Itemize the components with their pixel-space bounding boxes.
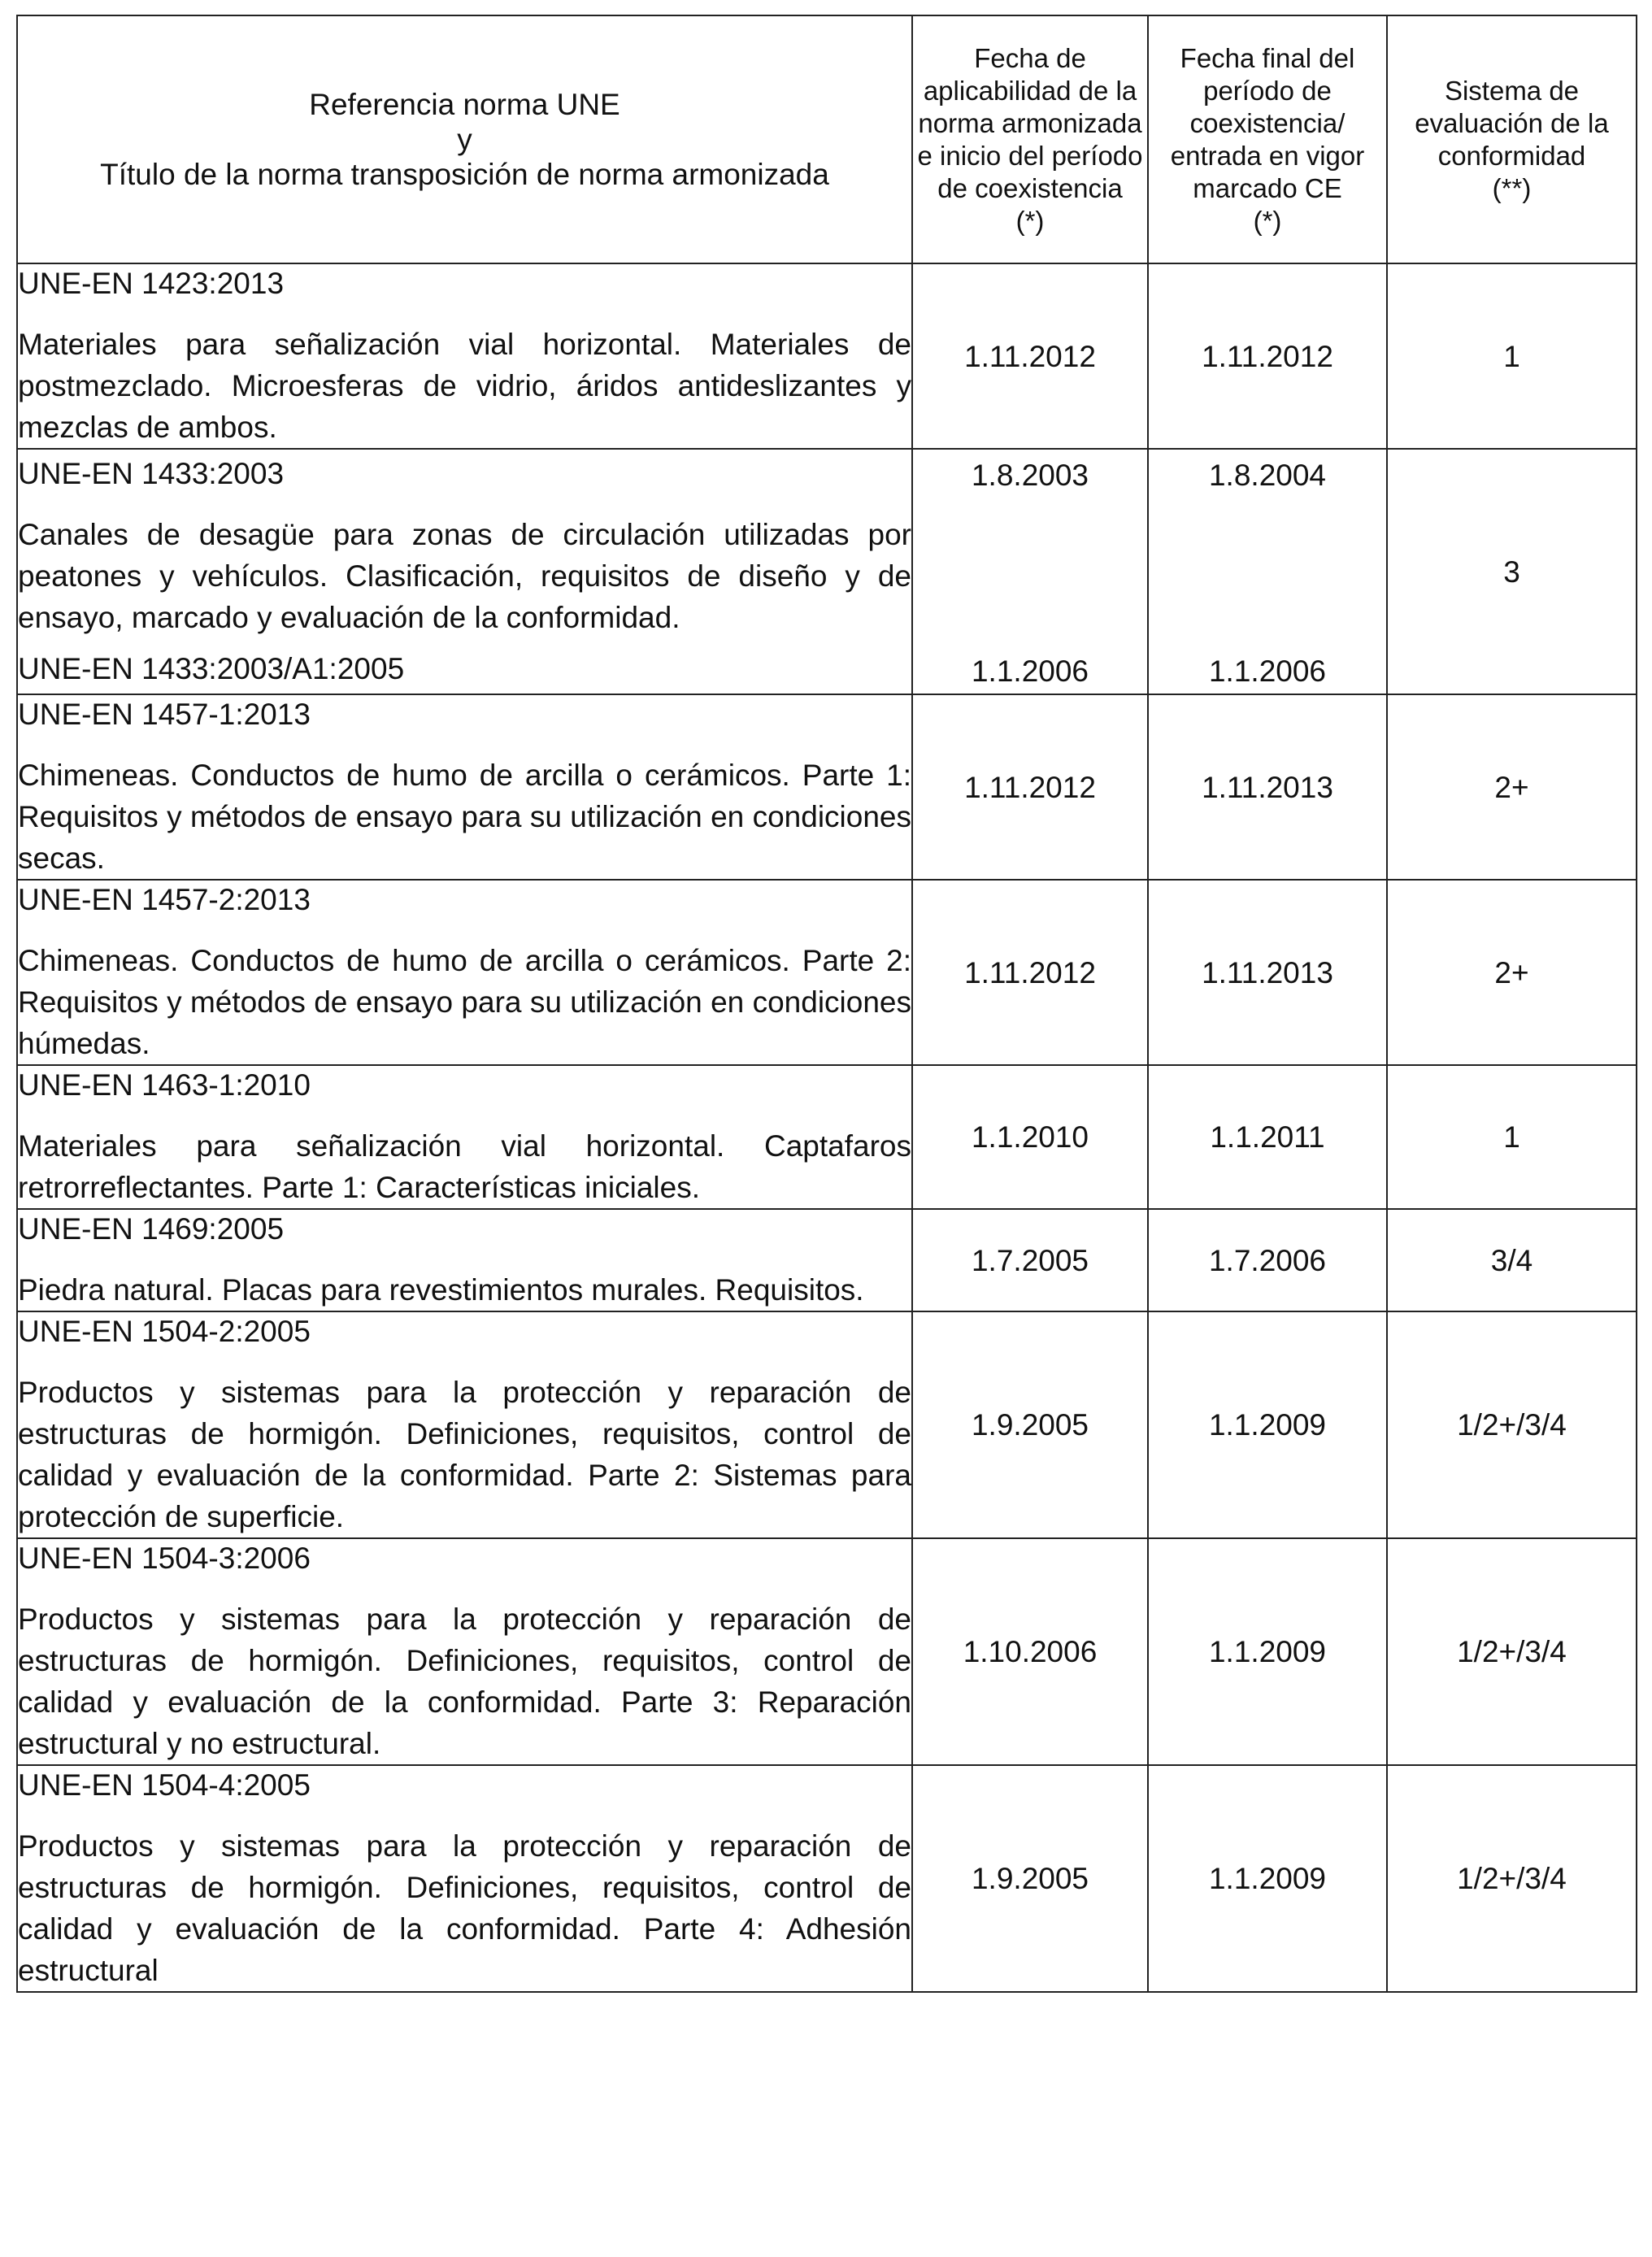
- conformity-system: 1: [1387, 1065, 1637, 1209]
- standard-code: UNE-EN 1423:2013: [18, 267, 285, 300]
- standard-reference-cell: [17, 449, 912, 694]
- header-conformity-system: [1387, 15, 1637, 263]
- coexistence-end-date: 1.11.2012: [1148, 263, 1387, 449]
- standard-title: Productos y sistemas para la protección y reparación de estructuras de hormigón. Definiciones, requisitos, control de calidad y evaluación de la conformidad. Parte 3: Reparación estructural y no estructural.: [18, 1603, 911, 1760]
- coexistence-end-date: 1.1.2009: [1148, 1765, 1387, 1992]
- conformity-system: 3/4: [1387, 1209, 1637, 1311]
- header-end-line: coexistencia/: [1189, 107, 1346, 138]
- standard-code: UNE-EN 1469:2005: [18, 1212, 285, 1246]
- standard-code: UNE-EN 1504-4:2005: [18, 1768, 311, 1802]
- header-applicability-line: Fecha de: [974, 42, 1086, 73]
- conformity-system: 1/2+/3/4: [1387, 1538, 1637, 1765]
- coexistence-end-date: 1.7.2006: [1148, 1209, 1387, 1311]
- amendment-applicability-date: 1.1.2006: [971, 654, 1089, 688]
- standard-code: UNE-EN 1504-2:2005: [18, 1315, 311, 1348]
- table-header-row: [17, 15, 1637, 263]
- standard-title: Canales de desagüe para zonas de circulación utilizadas por peatones y vehículos. Clasificación, requisitos de diseño y de ensayo, marcado y evaluación de la conformidad.: [18, 518, 911, 634]
- applicability-date: 1.10.2006: [912, 1538, 1148, 1765]
- coexistence-end-date: 1.11.2013: [1148, 880, 1387, 1065]
- standard-reference-cell: [17, 694, 912, 880]
- header-system-line: Sistema de: [1444, 75, 1580, 106]
- standard-reference-cell: [17, 263, 912, 449]
- standard-reference-cell: [17, 1065, 912, 1209]
- conformity-system: 3: [1387, 449, 1637, 694]
- header-applicability-date: [912, 15, 1148, 263]
- table-row: [17, 1209, 1637, 1311]
- applicability-date: 1.11.2012: [912, 694, 1148, 880]
- table-row: [17, 263, 1637, 449]
- header-system-line: evaluación de la: [1415, 107, 1609, 138]
- conformity-system: 1/2+/3/4: [1387, 1311, 1637, 1538]
- header-end-line: (*): [1253, 205, 1282, 236]
- table-row: [17, 1311, 1637, 1538]
- table-row: [17, 694, 1637, 880]
- header-end-line: Fecha final del: [1180, 42, 1355, 73]
- applicability-date: 1.11.2012: [912, 263, 1148, 449]
- harmonized-standards-table: [16, 15, 1637, 1993]
- conformity-system: 1/2+/3/4: [1387, 1765, 1637, 1992]
- standard-code: UNE-EN 1504-3:2006: [18, 1542, 311, 1575]
- header-applicability-line: (*): [1015, 205, 1045, 236]
- coexistence-end-date: 1.1.2011: [1148, 1065, 1387, 1209]
- applicability-date: 1.1.2010: [912, 1065, 1148, 1209]
- header-applicability-line: aplicabilidad de la: [923, 75, 1137, 106]
- standard-title: Piedra natural. Placas para revestimientos murales. Requisitos.: [18, 1273, 864, 1307]
- standard-reference-cell: [17, 1765, 912, 1992]
- amendment-code: UNE-EN 1433:2003/A1:2005: [18, 652, 405, 685]
- conformity-system: 2+: [1387, 694, 1637, 880]
- standard-reference-cell: [17, 1311, 912, 1538]
- header-applicability-line: de coexistencia: [937, 172, 1123, 203]
- header-applicability-line: e inicio del período: [917, 140, 1143, 171]
- standard-title: Productos y sistemas para la protección y reparación de estructuras de hormigón. Definiciones, requisitos, control de calidad y evaluación de la conformidad. Parte 4: Adhesión estructural: [18, 1829, 911, 1987]
- standard-title: Materiales para señalización vial horizontal. Captafaros retrorreflectantes. Parte 1: Características iniciales.: [18, 1129, 911, 1204]
- applicability-date: 1.11.2012: [912, 880, 1148, 1065]
- coexistence-end-date: 1.1.2009: [1148, 1538, 1387, 1765]
- coexistence-end-date-cell: [1148, 449, 1387, 694]
- header-end-line: período de: [1203, 75, 1332, 106]
- table-row: [17, 449, 1637, 694]
- amendment-coexistence-end-date: 1.1.2006: [1208, 654, 1327, 688]
- standard-title: Chimeneas. Conductos de humo de arcilla o cerámicos. Parte 2: Requisitos y métodos de ensayo para su utilización en condiciones húmedas.: [18, 944, 911, 1060]
- standard-title: Productos y sistemas para la protección y reparación de estructuras de hormigón. Definiciones, requisitos, control de calidad y evaluación de la conformidad. Parte 2: Sistemas para protección de superficie.: [18, 1376, 911, 1533]
- standard-code: UNE-EN 1433:2003: [18, 457, 285, 490]
- header-applicability-line: norma armonizada: [918, 107, 1142, 138]
- standard-code: UNE-EN 1457-1:2013: [18, 698, 311, 731]
- conformity-system: 1: [1387, 263, 1637, 449]
- header-end-line: marcado CE: [1193, 172, 1342, 203]
- standard-reference-cell: [17, 880, 912, 1065]
- applicability-date: 1.7.2005: [912, 1209, 1148, 1311]
- standard-reference-cell: [17, 1209, 912, 1311]
- table-row: [17, 1765, 1637, 1992]
- applicability-date: 1.9.2005: [912, 1311, 1148, 1538]
- standard-code: UNE-EN 1457-2:2013: [18, 883, 311, 916]
- header-coexistence-end-date: [1148, 15, 1387, 263]
- header-reference-line: y: [457, 123, 472, 156]
- standard-title: Chimeneas. Conductos de humo de arcilla o cerámicos. Parte 1: Requisitos y métodos de ensayo para su utilización en condiciones secas.: [18, 759, 911, 875]
- table-row: [17, 880, 1637, 1065]
- table-row: [17, 1065, 1637, 1209]
- standard-code: UNE-EN 1463-1:2010: [18, 1068, 311, 1102]
- header-reference-line: Referencia norma UNE: [309, 88, 620, 121]
- table-row: [17, 1538, 1637, 1765]
- header-system-line: (**): [1492, 172, 1532, 203]
- header-reference-line: Título de la norma transposición de norma armonizada: [100, 158, 829, 191]
- standard-reference-cell: [17, 1538, 912, 1765]
- coexistence-end-date: 1.1.2009: [1148, 1311, 1387, 1538]
- header-end-line: entrada en vigor: [1170, 140, 1365, 171]
- conformity-system: 2+: [1387, 880, 1637, 1065]
- coexistence-end-date: 1.8.2004: [1208, 459, 1327, 492]
- header-reference: [17, 15, 912, 263]
- applicability-date-cell: [912, 449, 1148, 694]
- coexistence-end-date: 1.11.2013: [1148, 694, 1387, 880]
- applicability-date: 1.9.2005: [912, 1765, 1148, 1992]
- header-system-line: conformidad: [1437, 140, 1586, 171]
- applicability-date: 1.8.2003: [971, 459, 1089, 492]
- standard-title: Materiales para señalización vial horizontal. Materiales de postmezclado. Microesferas de vidrio, áridos antideslizantes y mezclas de ambos.: [18, 328, 911, 444]
